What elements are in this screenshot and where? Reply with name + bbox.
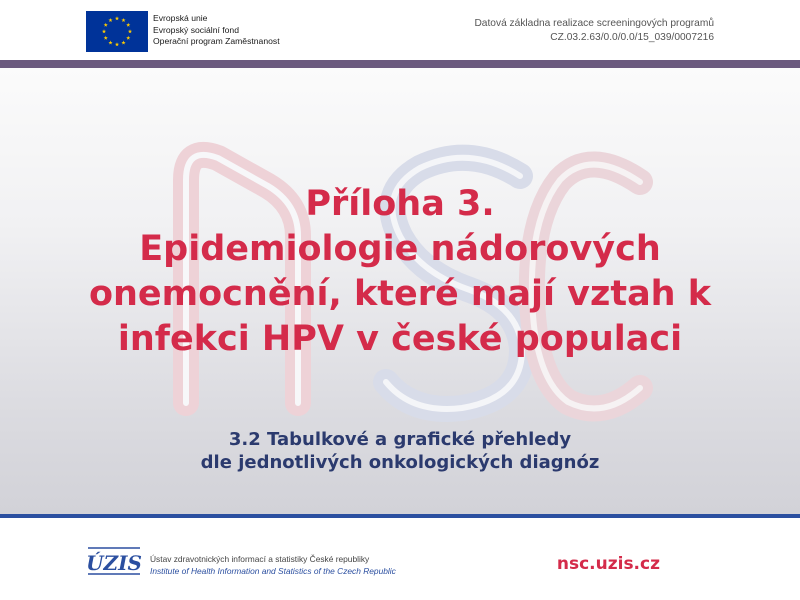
subtitle-line: dle jednotlivých onkologických diagnóz xyxy=(200,452,600,473)
header xyxy=(0,0,800,60)
eu-line: Evropská unie xyxy=(153,13,208,23)
eu-line: Operační program Zaměstnanost xyxy=(153,36,280,46)
uzis-logo-text: ÚZIS xyxy=(86,551,142,575)
eu-line: Evropský sociální fond xyxy=(153,24,239,35)
footer xyxy=(0,518,800,600)
slide-subtitle xyxy=(20,428,780,474)
title-line: infekci HPV v české populaci xyxy=(117,319,683,359)
header-divider xyxy=(0,60,800,68)
uzis-name xyxy=(150,554,396,577)
project-name: Datová základna realizace screeningových programů xyxy=(474,18,714,29)
website-link[interactable]: nsc.uzis.cz xyxy=(556,554,660,574)
eu-funding-text xyxy=(153,13,280,48)
subtitle-line: 3.2 Tabulkové a grafické přehledy xyxy=(228,429,572,450)
project-info xyxy=(474,17,714,45)
eu-flag-icon xyxy=(86,11,148,52)
slide-body xyxy=(0,68,800,514)
title-line: Příloha 3. xyxy=(305,184,495,224)
org-name-en: Institute of Health Information and Statistics of the Czech Republic xyxy=(150,565,396,576)
org-name-cz: Ústav zdravotnických informací a statistiky České republiky xyxy=(150,554,370,564)
title-line: Epidemiologie nádorových xyxy=(139,229,661,269)
title-line: onemocnění, které mají vztah k xyxy=(88,274,712,314)
uzis-logo-icon xyxy=(84,540,144,582)
slide-title xyxy=(20,182,780,362)
project-code: CZ.03.2.63/0.0/0.0/15_039/0007216 xyxy=(550,32,714,43)
